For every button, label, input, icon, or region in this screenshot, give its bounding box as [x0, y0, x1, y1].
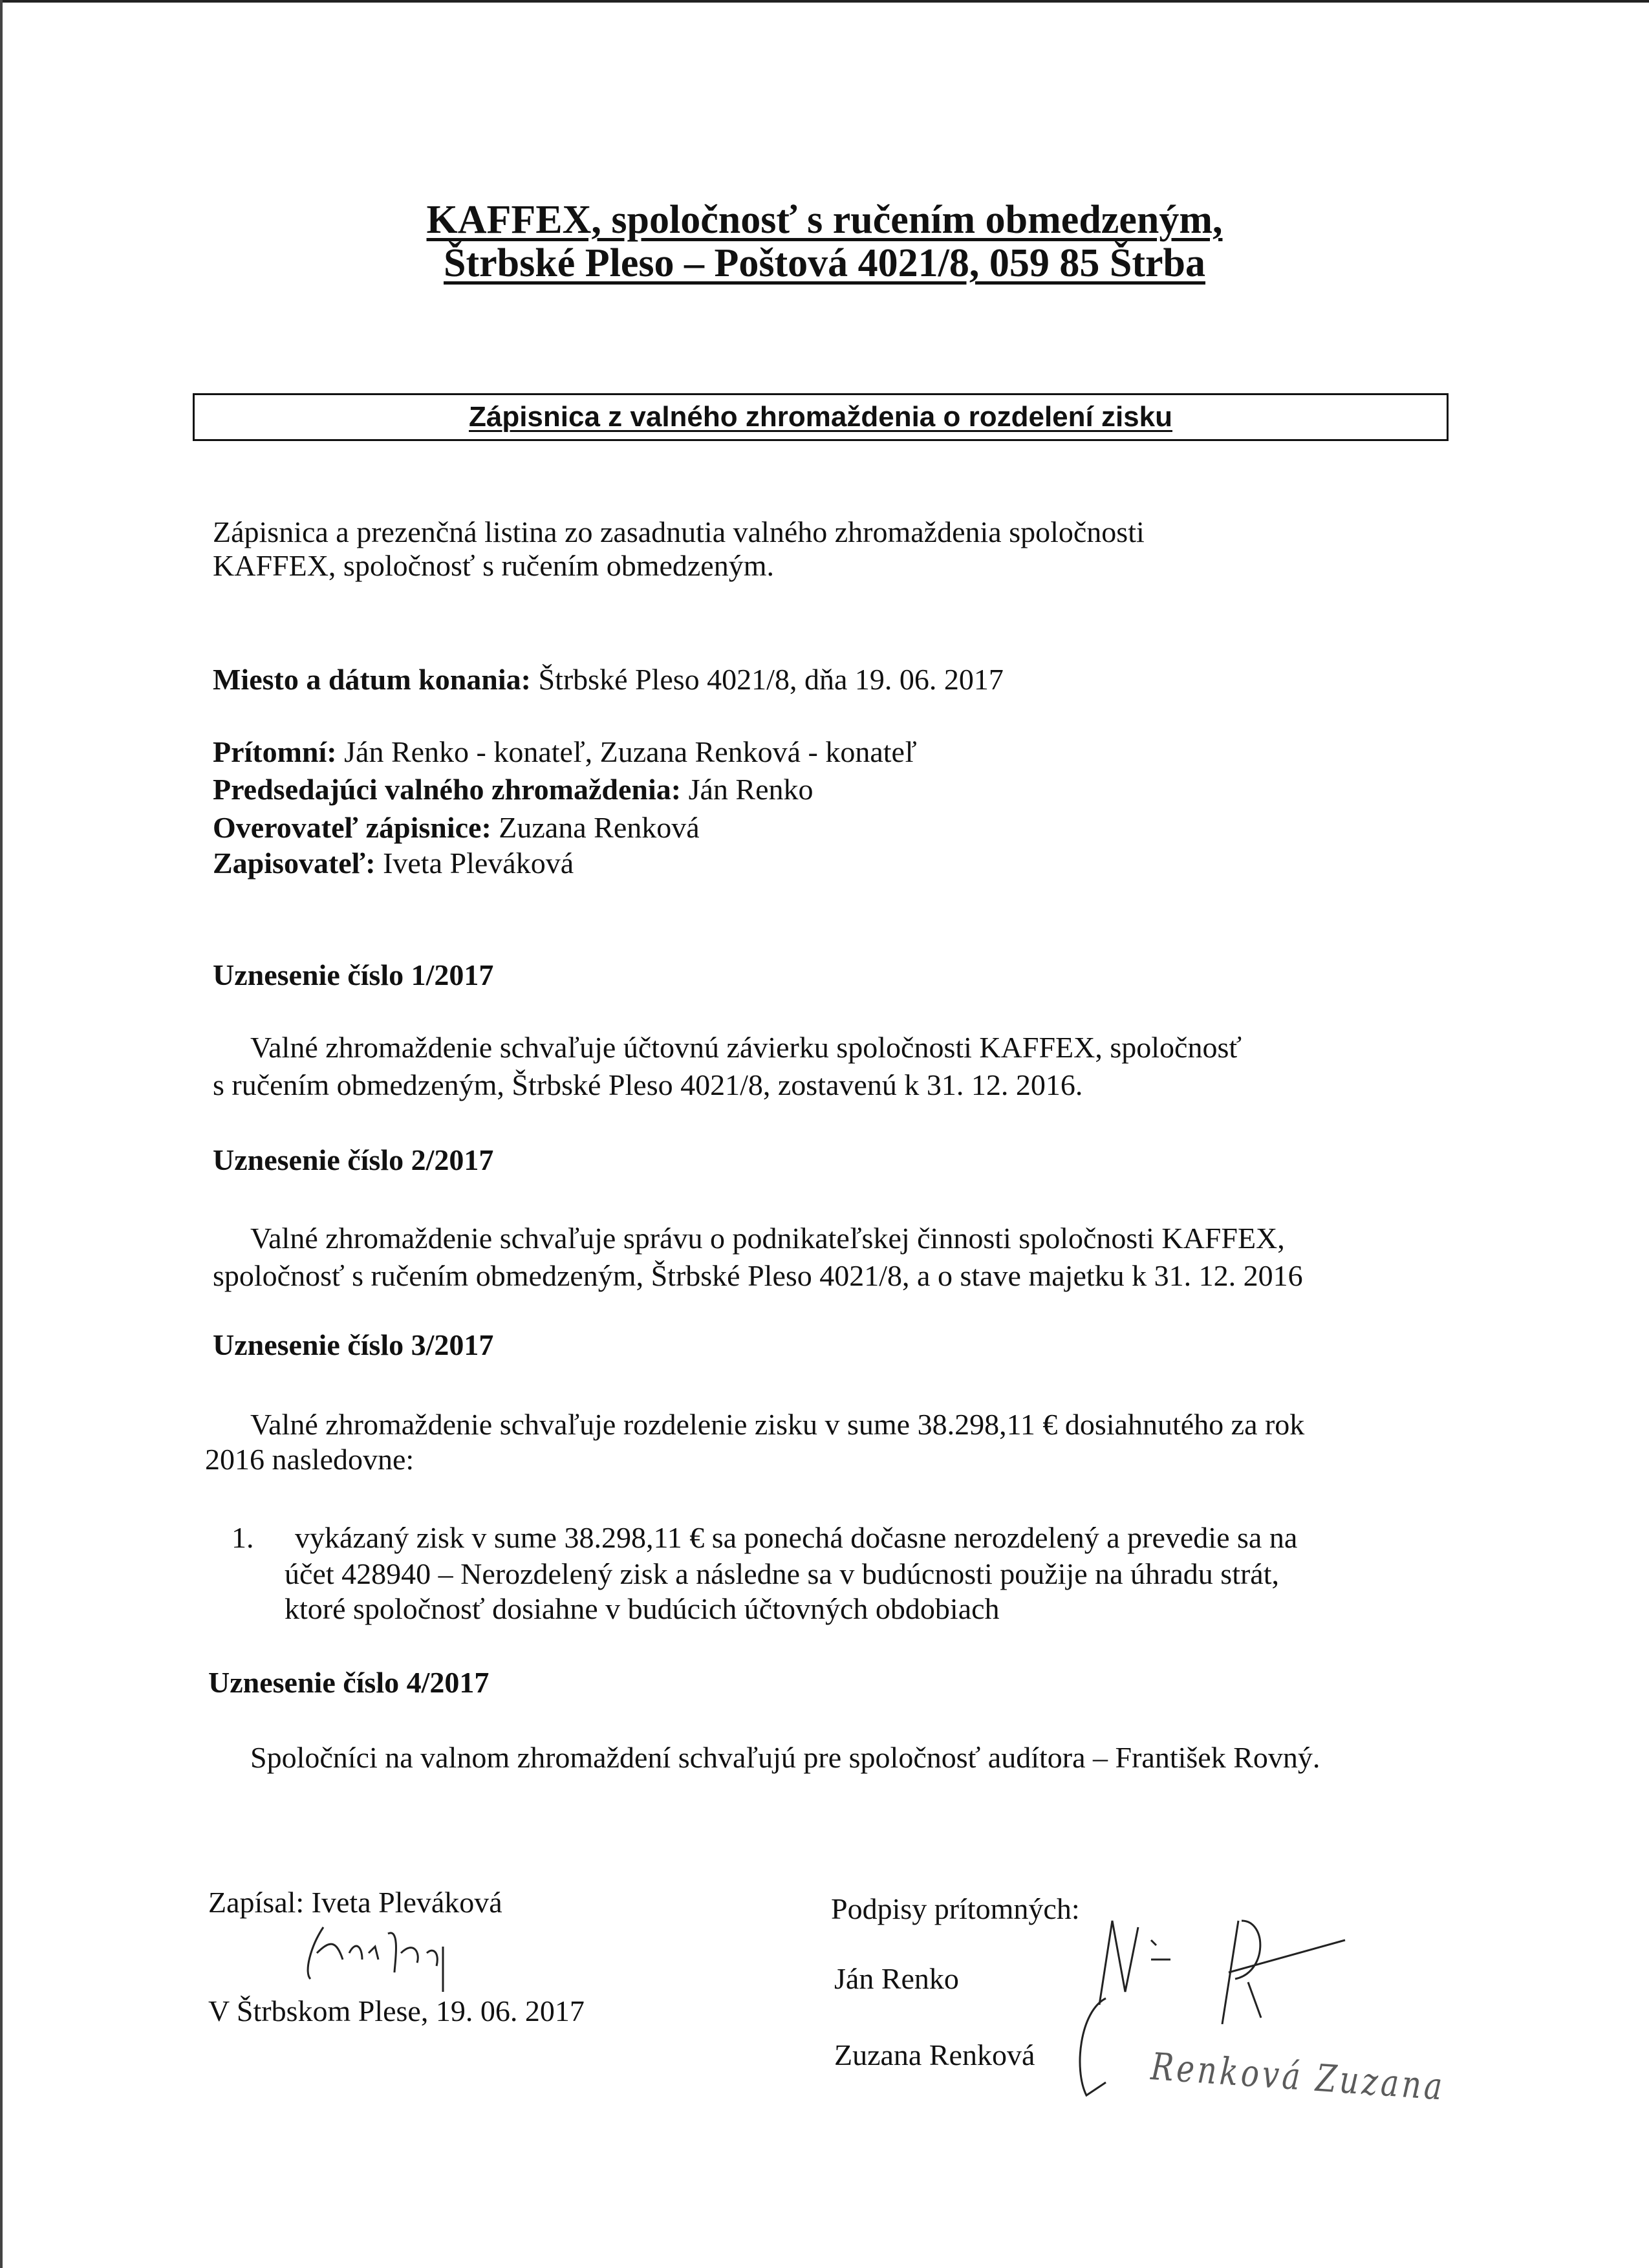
verifier	[213, 808, 700, 847]
list-item-text: účet 428940 – Nerozdelený zisk a následne sa v budúcnosti použije na úhradu strát,	[285, 1557, 1279, 1590]
resolution-text: Spoločníci na valnom zhromaždení schvaľujú pre spoločnosť audítora – František Rovný.	[250, 1741, 1320, 1774]
intro-line: Zápisnica a prezenčná listina zo zasadnutia valného zhromaždenia spoločnosti	[213, 515, 1145, 548]
label: Miesto a dátum konania:	[213, 663, 531, 696]
list-item-text: ktoré spoločnosť dosiahne v budúcich účtovných obdobiach	[285, 1592, 1000, 1625]
label: Zapisovateľ:	[213, 847, 376, 880]
label: Overovateľ zápisnice:	[213, 811, 491, 844]
signature-recorder	[297, 1914, 504, 1992]
list-item-text: vykázaný zisk v sume 38.298,11 € sa ponechá dočasne nerozdelený a prevedie sa na	[295, 1521, 1298, 1554]
resolution-text: 2016 nasledovne:	[205, 1443, 415, 1476]
resolution-title: Uznesenie číslo 3/2017	[213, 1328, 494, 1361]
label: Prítomní:	[213, 735, 337, 768]
resolution-text: s ručením obmedzeným, Štrbské Pleso 4021/8, zostavenú k 31. 12. 2016.	[213, 1068, 1083, 1101]
resolution-text: Valné zhromaždenie schvaľuje správu o podnikateľskej činnosti spoločnosti KAFFEX,	[250, 1222, 1285, 1255]
company-address	[0, 241, 1649, 286]
resolution-title: Uznesenie číslo 2/2017	[213, 1143, 494, 1176]
signature-zuzana-renkova: Renková Zuzana	[1149, 2044, 1447, 2109]
resolution-text: spoločnosť s ručením obmedzeným, Štrbské Pleso 4021/8, a o stave majetku k 31. 12. 2016	[213, 1259, 1303, 1292]
recorder	[213, 844, 574, 883]
signatures-label: Podpisy prítomných:	[831, 1892, 1080, 1925]
value: Ján Renko	[681, 773, 814, 806]
scan-edge-top	[0, 0, 1649, 3]
value: Štrbské Pleso 4021/8, dňa 19. 06. 2017	[530, 663, 1004, 696]
resolution-text: Valné zhromaždenie schvaľuje rozdelenie zisku v sume 38.298,11 € dosiahnutého za rok	[250, 1408, 1305, 1441]
value: Iveta Pleváková	[375, 847, 574, 880]
recorded-by: Zapísal: Iveta Pleváková	[208, 1886, 502, 1919]
company-name	[0, 197, 1649, 243]
resolution-title: Uznesenie číslo 4/2017	[208, 1666, 490, 1699]
signature-bracket	[1067, 1992, 1145, 2121]
label: Predsedajúci valného zhromaždenia:	[213, 773, 682, 806]
chairperson	[213, 770, 813, 809]
resolution-text: Valné zhromaždenie schvaľuje účtovnú závierku spoločnosti KAFFEX, spoločnosť	[250, 1031, 1242, 1064]
company-address-text: Štrbské Pleso – Poštová 4021/8, 059 85 Štrba	[444, 241, 1205, 285]
document-title-box	[193, 393, 1449, 441]
meeting-place-date	[213, 660, 1004, 699]
value: Ján Renko - konateľ, Zuzana Renková - konateľ	[336, 735, 917, 768]
list-number: 1.	[232, 1521, 254, 1554]
signer-name: Zuzana Renková	[834, 2038, 1035, 2071]
intro-line: KAFFEX, spoločnosť s ručením obmedzeným.	[213, 549, 775, 582]
resolution-title: Uznesenie číslo 1/2017	[213, 958, 494, 991]
scan-edge-left	[0, 0, 3, 2268]
signer-name: Ján Renko	[834, 1962, 959, 1995]
value: Zuzana Renková	[491, 811, 700, 844]
attendees	[213, 733, 917, 772]
document-title: Zápisnica z valného zhromaždenia o rozdelení zisku	[468, 401, 1173, 433]
place-date: V Štrbskom Plese, 19. 06. 2017	[208, 1994, 585, 2027]
company-name-text: KAFFEX, spoločnosť s ručením obmedzeným,	[426, 198, 1223, 242]
